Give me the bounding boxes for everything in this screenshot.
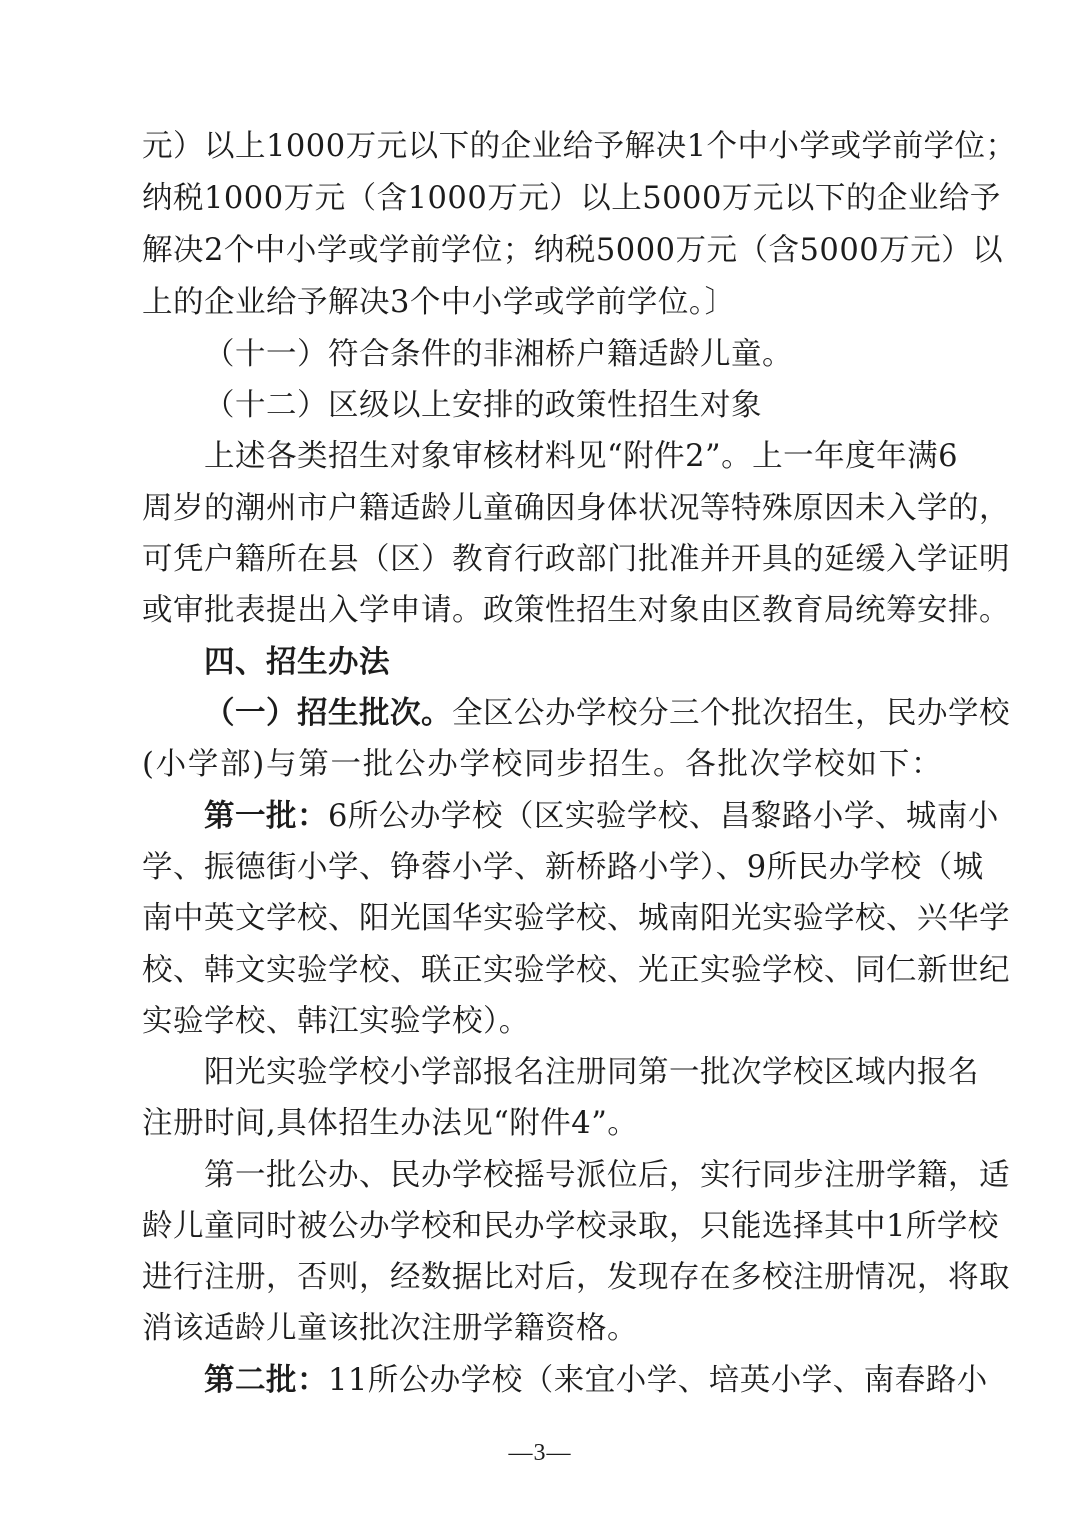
text-line: 周岁的潮州市户籍适龄儿童确因身体状况等特殊原因未入学的， — [142, 491, 1010, 526]
text-line: (小学部)与第一批公办学校同步招生。各批次学校如下： — [142, 747, 942, 782]
text-line: 解决2个中小学或学前学位；纳税5000万元（含5000万元）以 — [142, 233, 1004, 268]
text-line: 学、振德街小学、铮蓉小学、新桥路小学）、9所民办学校（城 — [142, 850, 984, 885]
text-line — [204, 797, 999, 837]
text-line: 可凭户籍所在县（区）教育行政部门批准并开具的延缓入学证明 — [142, 542, 1010, 577]
batch-label: 第一批： — [204, 799, 328, 834]
text-line: 纳税1000万元（含1000万元）以上5000万元以下的企业给予 — [142, 181, 1001, 216]
text-line: 进行注册，否则，经数据比对后，发现存在多校注册情况，将取 — [142, 1260, 1010, 1295]
text-segment: 全区公办学校分三个批次招生，民办学校 — [452, 696, 1010, 731]
text-line: 实验学校、韩江实验学校）。 — [142, 1004, 530, 1039]
text-segment: 11所公办学校（来宜小学、培英小学、南春路小 — [328, 1363, 988, 1398]
text-line: （十一）符合条件的非湘桥户籍适龄儿童。 — [204, 337, 793, 372]
text-line: 上述各类招生对象审核材料见“附件2”。上一年度年满6 — [204, 439, 958, 474]
subsection-heading: （一）招生批次。 — [204, 696, 452, 731]
text-line — [204, 694, 1010, 734]
text-line: 龄儿童同时被公办学校和民办学校录取，只能选择其中1所学校 — [142, 1209, 999, 1244]
text-line: 元）以上1000万元以下的企业给予解决1个中小学或学前学位； — [142, 129, 1017, 164]
text-line: 南中英文学校、阳光国华实验学校、城南阳光实验学校、兴华学 — [142, 901, 1010, 936]
text-line: 上的企业给予解决3个中小学或学前学位。〕 — [142, 285, 736, 320]
text-line: 第一批公办、民办学校摇号派位后，实行同步注册学籍，适 — [204, 1158, 1010, 1193]
text-segment: 6所公办学校（区实验学校、昌黎路小学、城南小 — [328, 799, 999, 834]
text-line: 或审批表提出入学申请。政策性招生对象由区教育局统筹安排。 — [142, 593, 1010, 628]
text-line — [204, 1361, 988, 1401]
text-line: 注册时间,具体招生办法见“附件4”。 — [142, 1106, 639, 1141]
section-heading: 四、招生办法 — [204, 645, 390, 680]
text-line: 校、韩文实验学校、联正实验学校、光正实验学校、同仁新世纪 — [142, 953, 1010, 988]
text-line: 阳光实验学校小学部报名注册同第一批次学校区域内报名 — [204, 1055, 979, 1090]
text-line: （十二）区级以上安排的政策性招生对象 — [204, 388, 762, 423]
batch-label: 第二批： — [204, 1363, 328, 1398]
page-number: —3— — [508, 1440, 572, 1466]
text-line: 消该适龄儿童该批次注册学籍资格。 — [142, 1311, 638, 1346]
